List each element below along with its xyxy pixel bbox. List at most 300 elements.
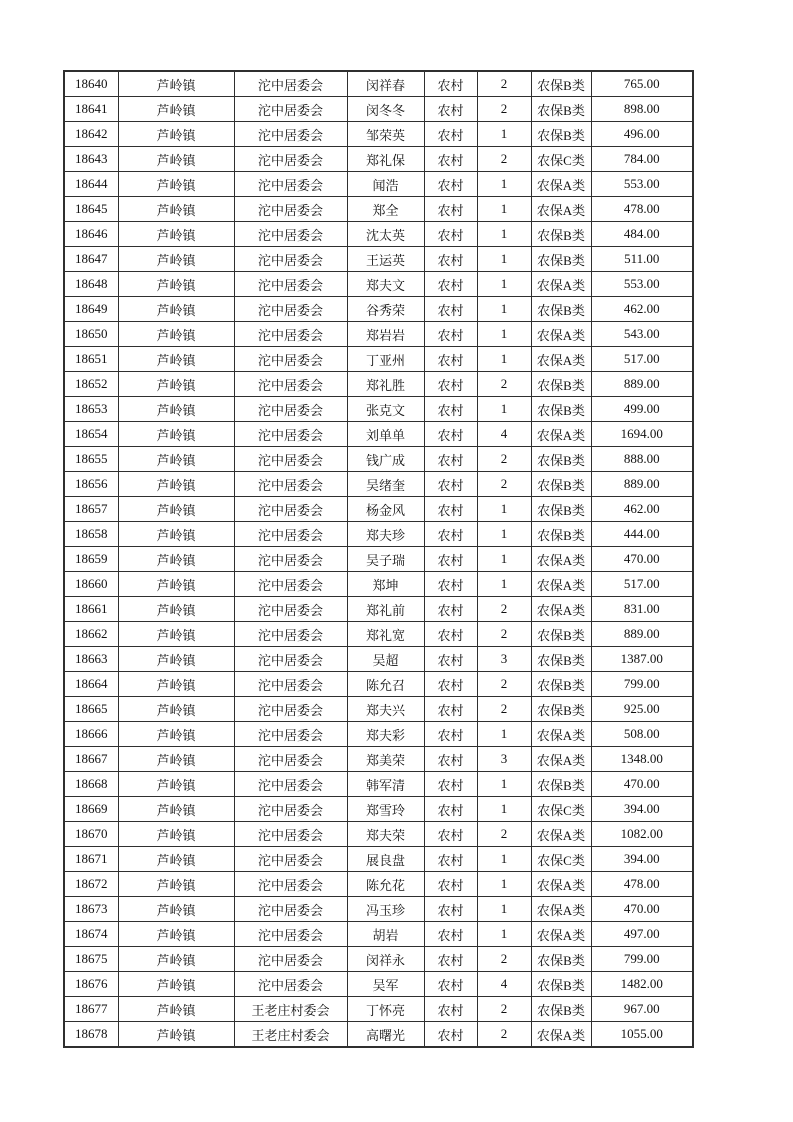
- cell-person-name: 钱广成: [347, 447, 424, 472]
- cell-town: 芦岭镇: [118, 147, 234, 172]
- cell-person-name: 吴子瑞: [347, 547, 424, 572]
- table-row: [64, 872, 693, 897]
- cell-serial-number: 18656: [64, 472, 118, 497]
- cell-village-committee: 沱中居委会: [234, 122, 347, 147]
- cell-amount: 967.00: [591, 997, 693, 1022]
- cell-serial-number: 18648: [64, 272, 118, 297]
- cell-amount: 1694.00: [591, 422, 693, 447]
- cell-amount: 517.00: [591, 347, 693, 372]
- cell-person-count: 2: [477, 1022, 531, 1048]
- cell-person-name: 郑美荣: [347, 747, 424, 772]
- cell-village-committee: 沱中居委会: [234, 547, 347, 572]
- cell-serial-number: 18664: [64, 672, 118, 697]
- cell-serial-number: 18647: [64, 247, 118, 272]
- cell-person-name: 闵祥春: [347, 71, 424, 97]
- table-row: [64, 722, 693, 747]
- cell-person-name: 郑全: [347, 197, 424, 222]
- cell-serial-number: 18674: [64, 922, 118, 947]
- cell-town: 芦岭镇: [118, 947, 234, 972]
- table-row: [64, 747, 693, 772]
- cell-insurance-category: 农保A类: [531, 572, 591, 597]
- cell-amount: 831.00: [591, 597, 693, 622]
- cell-amount: 1387.00: [591, 647, 693, 672]
- cell-person-count: 2: [477, 622, 531, 647]
- table-row: [64, 797, 693, 822]
- cell-person-name: 闵祥永: [347, 947, 424, 972]
- cell-person-name: 郑坤: [347, 572, 424, 597]
- cell-town: 芦岭镇: [118, 572, 234, 597]
- cell-person-name: 郑夫文: [347, 272, 424, 297]
- cell-amount: 478.00: [591, 872, 693, 897]
- cell-serial-number: 18675: [64, 947, 118, 972]
- table-row: [64, 71, 693, 97]
- cell-insurance-category: 农保B类: [531, 247, 591, 272]
- cell-person-name: 杨金风: [347, 497, 424, 522]
- cell-serial-number: 18650: [64, 322, 118, 347]
- cell-insurance-category: 农保C类: [531, 847, 591, 872]
- cell-town: 芦岭镇: [118, 547, 234, 572]
- cell-person-count: 1: [477, 122, 531, 147]
- table-row: [64, 247, 693, 272]
- cell-village-committee: 沱中居委会: [234, 522, 347, 547]
- cell-household-type: 农村: [424, 747, 477, 772]
- cell-village-committee: 沱中居委会: [234, 247, 347, 272]
- cell-person-count: 3: [477, 747, 531, 772]
- cell-person-count: 2: [477, 697, 531, 722]
- cell-person-name: 张克文: [347, 397, 424, 422]
- cell-person-name: 展良盘: [347, 847, 424, 872]
- cell-insurance-category: 农保B类: [531, 672, 591, 697]
- cell-household-type: 农村: [424, 197, 477, 222]
- cell-household-type: 农村: [424, 322, 477, 347]
- cell-serial-number: 18669: [64, 797, 118, 822]
- table-row: [64, 272, 693, 297]
- cell-household-type: 农村: [424, 172, 477, 197]
- cell-village-committee: 沱中居委会: [234, 197, 347, 222]
- cell-insurance-category: 农保A类: [531, 1022, 591, 1048]
- cell-amount: 497.00: [591, 922, 693, 947]
- cell-insurance-category: 农保B类: [531, 522, 591, 547]
- cell-town: 芦岭镇: [118, 697, 234, 722]
- cell-household-type: 农村: [424, 1022, 477, 1048]
- cell-serial-number: 18651: [64, 347, 118, 372]
- table-row: [64, 822, 693, 847]
- cell-person-name: 丁亚州: [347, 347, 424, 372]
- cell-insurance-category: 农保B类: [531, 122, 591, 147]
- cell-village-committee: 沱中居委会: [234, 447, 347, 472]
- cell-insurance-category: 农保A类: [531, 922, 591, 947]
- cell-amount: 462.00: [591, 497, 693, 522]
- cell-town: 芦岭镇: [118, 922, 234, 947]
- cell-village-committee: 沱中居委会: [234, 572, 347, 597]
- cell-person-count: 1: [477, 222, 531, 247]
- cell-insurance-category: 农保A类: [531, 322, 591, 347]
- cell-town: 芦岭镇: [118, 422, 234, 447]
- cell-insurance-category: 农保C类: [531, 797, 591, 822]
- cell-serial-number: 18660: [64, 572, 118, 597]
- cell-serial-number: 18668: [64, 772, 118, 797]
- cell-town: 芦岭镇: [118, 322, 234, 347]
- cell-person-count: 2: [477, 372, 531, 397]
- cell-household-type: 农村: [424, 447, 477, 472]
- cell-town: 芦岭镇: [118, 472, 234, 497]
- cell-serial-number: 18661: [64, 597, 118, 622]
- cell-household-type: 农村: [424, 797, 477, 822]
- cell-village-committee: 沱中居委会: [234, 747, 347, 772]
- cell-person-name: 郑岩岩: [347, 322, 424, 347]
- cell-town: 芦岭镇: [118, 622, 234, 647]
- cell-household-type: 农村: [424, 222, 477, 247]
- cell-village-committee: 沱中居委会: [234, 672, 347, 697]
- table-row: [64, 97, 693, 122]
- cell-household-type: 农村: [424, 822, 477, 847]
- cell-amount: 765.00: [591, 71, 693, 97]
- cell-household-type: 农村: [424, 722, 477, 747]
- cell-village-committee: 沱中居委会: [234, 297, 347, 322]
- cell-town: 芦岭镇: [118, 797, 234, 822]
- cell-amount: 799.00: [591, 672, 693, 697]
- cell-town: 芦岭镇: [118, 397, 234, 422]
- cell-amount: 888.00: [591, 447, 693, 472]
- table-row: [64, 672, 693, 697]
- cell-serial-number: 18676: [64, 972, 118, 997]
- cell-town: 芦岭镇: [118, 172, 234, 197]
- cell-household-type: 农村: [424, 71, 477, 97]
- table-row: [64, 347, 693, 372]
- cell-amount: 496.00: [591, 122, 693, 147]
- cell-town: 芦岭镇: [118, 772, 234, 797]
- cell-person-name: 韩军清: [347, 772, 424, 797]
- table-row: [64, 922, 693, 947]
- table-row: [64, 1022, 693, 1048]
- cell-serial-number: 18644: [64, 172, 118, 197]
- cell-serial-number: 18658: [64, 522, 118, 547]
- cell-village-committee: 沱中居委会: [234, 772, 347, 797]
- cell-serial-number: 18663: [64, 647, 118, 672]
- cell-amount: 1482.00: [591, 972, 693, 997]
- cell-serial-number: 18672: [64, 872, 118, 897]
- cell-person-name: 郑礼保: [347, 147, 424, 172]
- cell-person-count: 2: [477, 822, 531, 847]
- cell-serial-number: 18654: [64, 422, 118, 447]
- cell-household-type: 农村: [424, 872, 477, 897]
- cell-amount: 394.00: [591, 847, 693, 872]
- cell-village-committee: 沱中居委会: [234, 222, 347, 247]
- cell-household-type: 农村: [424, 697, 477, 722]
- table-row: [64, 772, 693, 797]
- table-body: [64, 71, 693, 1047]
- cell-person-name: 丁怀亮: [347, 997, 424, 1022]
- cell-village-committee: 沱中居委会: [234, 922, 347, 947]
- cell-serial-number: 18662: [64, 622, 118, 647]
- cell-household-type: 农村: [424, 597, 477, 622]
- cell-household-type: 农村: [424, 647, 477, 672]
- cell-amount: 543.00: [591, 322, 693, 347]
- cell-insurance-category: 农保A类: [531, 722, 591, 747]
- table-row: [64, 972, 693, 997]
- cell-amount: 553.00: [591, 272, 693, 297]
- cell-person-name: 冯玉珍: [347, 897, 424, 922]
- cell-amount: 889.00: [591, 372, 693, 397]
- cell-household-type: 农村: [424, 372, 477, 397]
- cell-person-count: 1: [477, 197, 531, 222]
- cell-person-count: 1: [477, 322, 531, 347]
- cell-amount: 462.00: [591, 297, 693, 322]
- cell-town: 芦岭镇: [118, 647, 234, 672]
- cell-household-type: 农村: [424, 297, 477, 322]
- table-row: [64, 122, 693, 147]
- cell-person-count: 1: [477, 347, 531, 372]
- cell-person-name: 谷秀荣: [347, 297, 424, 322]
- cell-household-type: 农村: [424, 772, 477, 797]
- table-row: [64, 397, 693, 422]
- cell-insurance-category: 农保A类: [531, 897, 591, 922]
- cell-village-committee: 沱中居委会: [234, 822, 347, 847]
- cell-insurance-category: 农保B类: [531, 447, 591, 472]
- cell-insurance-category: 农保A类: [531, 872, 591, 897]
- cell-person-count: 2: [477, 147, 531, 172]
- cell-town: 芦岭镇: [118, 897, 234, 922]
- cell-insurance-category: 农保A类: [531, 347, 591, 372]
- cell-serial-number: 18673: [64, 897, 118, 922]
- cell-serial-number: 18652: [64, 372, 118, 397]
- cell-insurance-category: 农保A类: [531, 272, 591, 297]
- cell-serial-number: 18659: [64, 547, 118, 572]
- cell-person-name: 郑礼宽: [347, 622, 424, 647]
- cell-serial-number: 18670: [64, 822, 118, 847]
- cell-person-name: 陈允召: [347, 672, 424, 697]
- table-row: [64, 997, 693, 1022]
- cell-household-type: 农村: [424, 847, 477, 872]
- cell-village-committee: 沱中居委会: [234, 347, 347, 372]
- cell-person-name: 刘单单: [347, 422, 424, 447]
- cell-person-name: 郑礼前: [347, 597, 424, 622]
- cell-village-committee: 沱中居委会: [234, 697, 347, 722]
- cell-person-name: 郑夫彩: [347, 722, 424, 747]
- cell-insurance-category: 农保B类: [531, 997, 591, 1022]
- table-row: [64, 147, 693, 172]
- table-row: [64, 497, 693, 522]
- cell-village-committee: 沱中居委会: [234, 147, 347, 172]
- cell-person-count: 1: [477, 572, 531, 597]
- cell-town: 芦岭镇: [118, 597, 234, 622]
- cell-person-count: 1: [477, 497, 531, 522]
- cell-village-committee: 沱中居委会: [234, 497, 347, 522]
- cell-town: 芦岭镇: [118, 747, 234, 772]
- cell-amount: 925.00: [591, 697, 693, 722]
- cell-amount: 889.00: [591, 622, 693, 647]
- cell-serial-number: 18671: [64, 847, 118, 872]
- cell-serial-number: 18678: [64, 1022, 118, 1048]
- cell-household-type: 农村: [424, 672, 477, 697]
- cell-person-name: 郑礼胜: [347, 372, 424, 397]
- cell-household-type: 农村: [424, 497, 477, 522]
- cell-person-name: 郑夫荣: [347, 822, 424, 847]
- cell-person-count: 2: [477, 71, 531, 97]
- cell-serial-number: 18667: [64, 747, 118, 772]
- cell-insurance-category: 农保A类: [531, 172, 591, 197]
- cell-amount: 898.00: [591, 97, 693, 122]
- cell-town: 芦岭镇: [118, 822, 234, 847]
- cell-person-count: 1: [477, 297, 531, 322]
- cell-person-count: 2: [477, 947, 531, 972]
- table-row: [64, 197, 693, 222]
- cell-insurance-category: 农保A类: [531, 747, 591, 772]
- cell-insurance-category: 农保C类: [531, 147, 591, 172]
- cell-household-type: 农村: [424, 147, 477, 172]
- cell-village-committee: 沱中居委会: [234, 172, 347, 197]
- cell-household-type: 农村: [424, 122, 477, 147]
- cell-village-committee: 沱中居委会: [234, 71, 347, 97]
- cell-person-count: 2: [477, 997, 531, 1022]
- cell-village-committee: 沱中居委会: [234, 872, 347, 897]
- cell-person-count: 1: [477, 172, 531, 197]
- cell-household-type: 农村: [424, 922, 477, 947]
- cell-person-count: 4: [477, 422, 531, 447]
- table-row: [64, 447, 693, 472]
- cell-person-name: 郑雪玲: [347, 797, 424, 822]
- table-row: [64, 597, 693, 622]
- cell-town: 芦岭镇: [118, 722, 234, 747]
- cell-household-type: 农村: [424, 897, 477, 922]
- cell-amount: 784.00: [591, 147, 693, 172]
- table-row: [64, 897, 693, 922]
- cell-village-committee: 王老庄村委会: [234, 1022, 347, 1048]
- cell-insurance-category: 农保B类: [531, 697, 591, 722]
- cell-serial-number: 18646: [64, 222, 118, 247]
- cell-town: 芦岭镇: [118, 247, 234, 272]
- cell-insurance-category: 农保A类: [531, 597, 591, 622]
- cell-village-committee: 沱中居委会: [234, 972, 347, 997]
- cell-town: 芦岭镇: [118, 847, 234, 872]
- cell-person-name: 吴绪奎: [347, 472, 424, 497]
- cell-insurance-category: 农保B类: [531, 622, 591, 647]
- table-row: [64, 847, 693, 872]
- cell-amount: 553.00: [591, 172, 693, 197]
- cell-village-committee: 沱中居委会: [234, 847, 347, 872]
- cell-person-count: 1: [477, 847, 531, 872]
- cell-village-committee: 沱中居委会: [234, 372, 347, 397]
- cell-insurance-category: 农保B类: [531, 972, 591, 997]
- table-row: [64, 222, 693, 247]
- cell-amount: 511.00: [591, 247, 693, 272]
- cell-person-name: 吴军: [347, 972, 424, 997]
- cell-village-committee: 沱中居委会: [234, 472, 347, 497]
- cell-insurance-category: 农保A类: [531, 197, 591, 222]
- cell-serial-number: 18643: [64, 147, 118, 172]
- cell-person-count: 2: [477, 447, 531, 472]
- cell-amount: 470.00: [591, 772, 693, 797]
- cell-insurance-category: 农保B类: [531, 71, 591, 97]
- cell-amount: 394.00: [591, 797, 693, 822]
- cell-town: 芦岭镇: [118, 672, 234, 697]
- cell-insurance-category: 农保B类: [531, 947, 591, 972]
- cell-household-type: 农村: [424, 997, 477, 1022]
- cell-household-type: 农村: [424, 247, 477, 272]
- cell-household-type: 农村: [424, 472, 477, 497]
- table-row: [64, 372, 693, 397]
- table-row: [64, 422, 693, 447]
- cell-person-name: 郑夫珍: [347, 522, 424, 547]
- cell-amount: 508.00: [591, 722, 693, 747]
- cell-amount: 1348.00: [591, 747, 693, 772]
- cell-town: 芦岭镇: [118, 347, 234, 372]
- cell-amount: 478.00: [591, 197, 693, 222]
- cell-person-name: 高曙光: [347, 1022, 424, 1048]
- cell-household-type: 农村: [424, 422, 477, 447]
- cell-insurance-category: 农保B类: [531, 472, 591, 497]
- cell-person-count: 1: [477, 897, 531, 922]
- cell-person-count: 2: [477, 672, 531, 697]
- table-row: [64, 947, 693, 972]
- cell-insurance-category: 农保A类: [531, 547, 591, 572]
- cell-village-committee: 沱中居委会: [234, 722, 347, 747]
- cell-serial-number: 18640: [64, 71, 118, 97]
- cell-household-type: 农村: [424, 397, 477, 422]
- cell-person-name: 郑夫兴: [347, 697, 424, 722]
- cell-person-count: 1: [477, 247, 531, 272]
- cell-insurance-category: 农保B类: [531, 772, 591, 797]
- cell-amount: 484.00: [591, 222, 693, 247]
- cell-amount: 444.00: [591, 522, 693, 547]
- cell-person-name: 邹荣英: [347, 122, 424, 147]
- cell-serial-number: 18665: [64, 697, 118, 722]
- cell-amount: 1082.00: [591, 822, 693, 847]
- cell-household-type: 农村: [424, 547, 477, 572]
- cell-town: 芦岭镇: [118, 297, 234, 322]
- cell-village-committee: 沱中居委会: [234, 97, 347, 122]
- cell-insurance-category: 农保A类: [531, 422, 591, 447]
- cell-village-committee: 沱中居委会: [234, 422, 347, 447]
- cell-village-committee: 沱中居委会: [234, 647, 347, 672]
- cell-town: 芦岭镇: [118, 997, 234, 1022]
- cell-person-name: 闻浩: [347, 172, 424, 197]
- cell-person-name: 吴超: [347, 647, 424, 672]
- cell-village-committee: 沱中居委会: [234, 622, 347, 647]
- cell-village-committee: 沱中居委会: [234, 322, 347, 347]
- cell-person-count: 1: [477, 722, 531, 747]
- cell-town: 芦岭镇: [118, 122, 234, 147]
- cell-person-name: 胡岩: [347, 922, 424, 947]
- cell-insurance-category: 农保B类: [531, 647, 591, 672]
- cell-person-count: 1: [477, 922, 531, 947]
- cell-household-type: 农村: [424, 947, 477, 972]
- cell-person-count: 4: [477, 972, 531, 997]
- cell-serial-number: 18645: [64, 197, 118, 222]
- cell-amount: 799.00: [591, 947, 693, 972]
- cell-amount: 470.00: [591, 897, 693, 922]
- cell-town: 芦岭镇: [118, 372, 234, 397]
- cell-amount: 470.00: [591, 547, 693, 572]
- cell-town: 芦岭镇: [118, 522, 234, 547]
- cell-person-count: 1: [477, 547, 531, 572]
- cell-town: 芦岭镇: [118, 972, 234, 997]
- cell-town: 芦岭镇: [118, 222, 234, 247]
- table-row: [64, 172, 693, 197]
- cell-village-committee: 沱中居委会: [234, 797, 347, 822]
- cell-insurance-category: 农保B类: [531, 372, 591, 397]
- table-row: [64, 647, 693, 672]
- cell-town: 芦岭镇: [118, 71, 234, 97]
- table-row: [64, 522, 693, 547]
- cell-amount: 517.00: [591, 572, 693, 597]
- cell-amount: 499.00: [591, 397, 693, 422]
- table-row: [64, 322, 693, 347]
- cell-person-name: 沈太英: [347, 222, 424, 247]
- cell-serial-number: 18641: [64, 97, 118, 122]
- cell-village-committee: 沱中居委会: [234, 897, 347, 922]
- cell-insurance-category: 农保B类: [531, 297, 591, 322]
